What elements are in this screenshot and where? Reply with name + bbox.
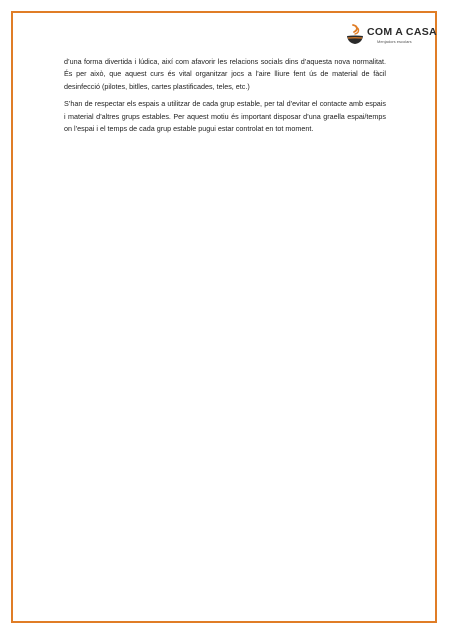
paragraph: d’una forma divertida i lúdica, així com afavorir les relacions socials dins d’aquesta nova normalitat. És per això, que aquest curs és vital organitzar jocs a l’aire lliure fent ús de material de fàcil desinfecció (pilotes, bitlles, cartes plastificades, teles, etc.) [64, 57, 386, 91]
paragraph: S’han de respectar els espais a utilitzar de cada grup estable, per tal d’evitar el contacte amb espais i material d’altres grups estables. Per aquest motiu és important disposar d’una graella espai/temps on l’espai i el temps de cada grup estable pugui estar controlat en tot moment. [64, 99, 386, 133]
com-a-casa-logo [345, 24, 437, 48]
chef-bowl-icon [345, 24, 365, 46]
body-text [64, 56, 386, 141]
logo-title: COM A CASA [367, 26, 437, 38]
logo-subtitle: Menjadors escolars [377, 39, 412, 44]
